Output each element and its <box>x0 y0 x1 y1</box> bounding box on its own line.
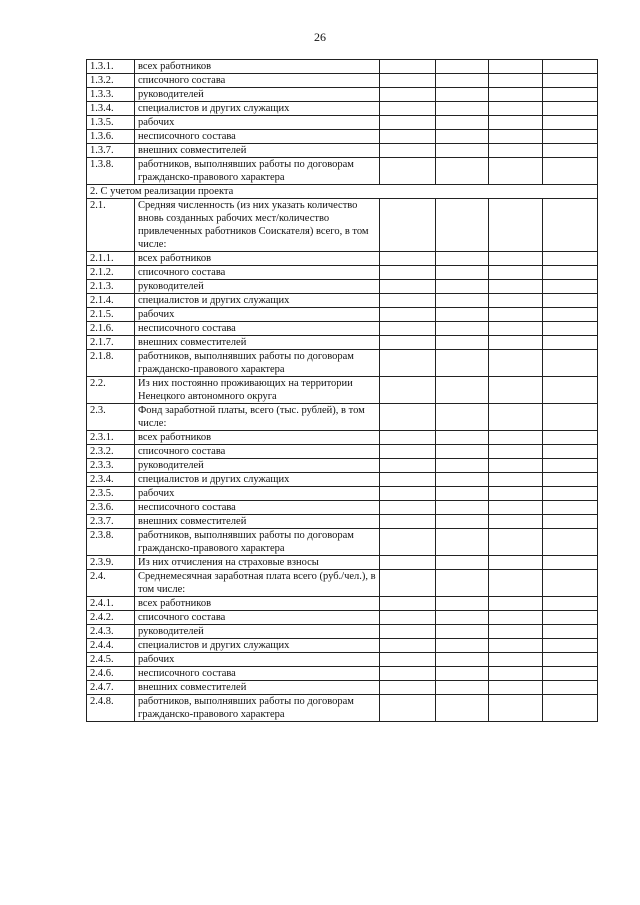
value-cell <box>436 625 489 639</box>
value-cell <box>380 501 436 515</box>
row-indicator: Средняя численность (из них указать количество вновь созданных рабочих мест/количество привлеченных работников Соискателя) всего, в том числе: <box>135 199 380 252</box>
value-cell <box>380 431 436 445</box>
value-cell <box>489 473 543 487</box>
table-row <box>87 350 598 377</box>
value-cell <box>380 570 436 597</box>
value-cell <box>489 625 543 639</box>
table-row <box>87 695 598 722</box>
row-indicator: рабочих <box>135 308 380 322</box>
row-indicator: Из них отчисления на страховые взносы <box>135 556 380 570</box>
value-cell <box>380 144 436 158</box>
section-row <box>87 185 598 199</box>
row-number: 2.2. <box>87 377 135 404</box>
value-cell <box>489 199 543 252</box>
table-row <box>87 280 598 294</box>
value-cell <box>380 625 436 639</box>
value-cell <box>380 597 436 611</box>
value-cell <box>436 667 489 681</box>
table-row <box>87 611 598 625</box>
row-indicator: всех работников <box>135 252 380 266</box>
table-row <box>87 529 598 556</box>
value-cell <box>543 681 598 695</box>
value-cell <box>543 487 598 501</box>
table-row <box>87 116 598 130</box>
value-cell <box>436 266 489 280</box>
value-cell <box>380 639 436 653</box>
table-row <box>87 252 598 266</box>
row-number: 2.1.5. <box>87 308 135 322</box>
value-cell <box>489 695 543 722</box>
value-cell <box>543 294 598 308</box>
value-cell <box>436 308 489 322</box>
value-cell <box>380 252 436 266</box>
value-cell <box>436 350 489 377</box>
row-number: 2.3.8. <box>87 529 135 556</box>
value-cell <box>436 473 489 487</box>
value-cell <box>489 639 543 653</box>
row-indicator: всех работников <box>135 60 380 74</box>
row-number: 2.3.4. <box>87 473 135 487</box>
value-cell <box>436 653 489 667</box>
row-indicator: работников, выполнявших работы по договорам гражданско-правового характера <box>135 158 380 185</box>
row-indicator: работников, выполнявших работы по договорам гражданско-правового характера <box>135 529 380 556</box>
value-cell <box>489 445 543 459</box>
table-row <box>87 266 598 280</box>
row-indicator: несписочного состава <box>135 322 380 336</box>
table-row <box>87 404 598 431</box>
value-cell <box>380 695 436 722</box>
value-cell <box>436 116 489 130</box>
table-row <box>87 515 598 529</box>
row-number: 2.1.4. <box>87 294 135 308</box>
value-cell <box>543 280 598 294</box>
value-cell <box>436 515 489 529</box>
value-cell <box>380 556 436 570</box>
value-cell <box>380 350 436 377</box>
row-number: 2.3.7. <box>87 515 135 529</box>
value-cell <box>380 445 436 459</box>
value-cell <box>543 60 598 74</box>
row-number: 1.3.3. <box>87 88 135 102</box>
row-number: 2.3.2. <box>87 445 135 459</box>
value-cell <box>489 459 543 473</box>
value-cell <box>543 431 598 445</box>
table-row <box>87 130 598 144</box>
row-number: 1.3.5. <box>87 116 135 130</box>
row-indicator: внешних совместителей <box>135 681 380 695</box>
table-row <box>87 556 598 570</box>
value-cell <box>380 102 436 116</box>
row-indicator: несписочного состава <box>135 501 380 515</box>
table-row <box>87 199 598 252</box>
value-cell <box>436 88 489 102</box>
value-cell <box>380 60 436 74</box>
row-number: 2.4.3. <box>87 625 135 639</box>
value-cell <box>436 431 489 445</box>
value-cell <box>436 597 489 611</box>
row-indicator: Среднемесячная заработная плата всего (руб./чел.), в том числе: <box>135 570 380 597</box>
indicators-table <box>86 59 598 722</box>
value-cell <box>489 556 543 570</box>
value-cell <box>436 639 489 653</box>
value-cell <box>543 74 598 88</box>
value-cell <box>436 445 489 459</box>
value-cell <box>543 308 598 322</box>
table-row <box>87 459 598 473</box>
value-cell <box>436 377 489 404</box>
value-cell <box>489 404 543 431</box>
value-cell <box>489 158 543 185</box>
value-cell <box>380 266 436 280</box>
value-cell <box>380 377 436 404</box>
row-indicator: рабочих <box>135 653 380 667</box>
row-indicator: рабочих <box>135 116 380 130</box>
table-row <box>87 74 598 88</box>
table-body <box>87 60 598 722</box>
row-number: 2.1.3. <box>87 280 135 294</box>
row-number: 1.3.2. <box>87 74 135 88</box>
row-number: 2.4.6. <box>87 667 135 681</box>
table-row <box>87 308 598 322</box>
value-cell <box>380 74 436 88</box>
section-heading: 2. С учетом реализации проекта <box>87 185 598 199</box>
table-row <box>87 501 598 515</box>
value-cell <box>543 473 598 487</box>
value-cell <box>436 102 489 116</box>
table-row <box>87 487 598 501</box>
value-cell <box>436 252 489 266</box>
value-cell <box>489 667 543 681</box>
value-cell <box>489 611 543 625</box>
value-cell <box>543 144 598 158</box>
row-indicator: всех работников <box>135 431 380 445</box>
value-cell <box>380 681 436 695</box>
row-indicator: специалистов и других служащих <box>135 473 380 487</box>
table-row <box>87 158 598 185</box>
value-cell <box>380 158 436 185</box>
value-cell <box>380 280 436 294</box>
row-number: 2.1.7. <box>87 336 135 350</box>
value-cell <box>380 294 436 308</box>
row-indicator: внешних совместителей <box>135 336 380 350</box>
row-indicator: Фонд заработной платы, всего (тыс. рублей), в том числе: <box>135 404 380 431</box>
row-number: 1.3.6. <box>87 130 135 144</box>
row-number: 2.4.8. <box>87 695 135 722</box>
value-cell <box>489 144 543 158</box>
value-cell <box>543 695 598 722</box>
value-cell <box>543 556 598 570</box>
table-row <box>87 60 598 74</box>
value-cell <box>543 639 598 653</box>
table-row <box>87 653 598 667</box>
value-cell <box>489 597 543 611</box>
value-cell <box>380 308 436 322</box>
row-number: 2.4.4. <box>87 639 135 653</box>
page-number: 26 <box>314 30 326 44</box>
value-cell <box>543 158 598 185</box>
value-cell <box>543 653 598 667</box>
value-cell <box>489 322 543 336</box>
value-cell <box>436 459 489 473</box>
value-cell <box>380 116 436 130</box>
row-indicator: работников, выполнявших работы по договорам гражданско-правового характера <box>135 695 380 722</box>
value-cell <box>543 199 598 252</box>
value-cell <box>543 667 598 681</box>
value-cell <box>436 681 489 695</box>
value-cell <box>489 336 543 350</box>
value-cell <box>543 116 598 130</box>
row-number: 1.3.8. <box>87 158 135 185</box>
row-number: 2.1. <box>87 199 135 252</box>
value-cell <box>489 377 543 404</box>
value-cell <box>489 529 543 556</box>
value-cell <box>543 529 598 556</box>
row-number: 1.3.4. <box>87 102 135 116</box>
row-indicator: Из них постоянно проживающих на территории Ненецкого автономного округа <box>135 377 380 404</box>
value-cell <box>436 556 489 570</box>
row-number: 2.3.5. <box>87 487 135 501</box>
value-cell <box>436 570 489 597</box>
value-cell <box>380 529 436 556</box>
value-cell <box>489 266 543 280</box>
row-indicator: руководителей <box>135 459 380 473</box>
row-indicator: всех работников <box>135 597 380 611</box>
row-number: 2.4. <box>87 570 135 597</box>
value-cell <box>543 501 598 515</box>
row-number: 2.1.6. <box>87 322 135 336</box>
value-cell <box>543 445 598 459</box>
value-cell <box>436 199 489 252</box>
value-cell <box>436 130 489 144</box>
value-cell <box>436 487 489 501</box>
value-cell <box>489 252 543 266</box>
table-row <box>87 570 598 597</box>
value-cell <box>489 130 543 144</box>
row-number: 2.1.2. <box>87 266 135 280</box>
value-cell <box>543 102 598 116</box>
row-indicator: несписочного состава <box>135 130 380 144</box>
value-cell <box>380 611 436 625</box>
value-cell <box>543 515 598 529</box>
row-number: 1.3.1. <box>87 60 135 74</box>
value-cell <box>380 473 436 487</box>
value-cell <box>436 60 489 74</box>
row-indicator: списочного состава <box>135 266 380 280</box>
value-cell <box>543 322 598 336</box>
row-number: 2.4.1. <box>87 597 135 611</box>
table-row <box>87 681 598 695</box>
row-number: 2.3.1. <box>87 431 135 445</box>
value-cell <box>436 144 489 158</box>
value-cell <box>543 570 598 597</box>
value-cell <box>436 501 489 515</box>
table-row <box>87 88 598 102</box>
table-row <box>87 336 598 350</box>
row-number: 1.3.7. <box>87 144 135 158</box>
table-row <box>87 144 598 158</box>
value-cell <box>489 294 543 308</box>
value-cell <box>543 611 598 625</box>
table-row <box>87 473 598 487</box>
value-cell <box>436 404 489 431</box>
row-number: 2.1.8. <box>87 350 135 377</box>
value-cell <box>380 667 436 681</box>
row-indicator: руководителей <box>135 280 380 294</box>
value-cell <box>543 459 598 473</box>
value-cell <box>543 130 598 144</box>
row-indicator: внешних совместителей <box>135 144 380 158</box>
value-cell <box>489 487 543 501</box>
row-indicator: списочного состава <box>135 445 380 459</box>
value-cell <box>436 158 489 185</box>
value-cell <box>436 529 489 556</box>
table-row <box>87 431 598 445</box>
row-number: 2.3.6. <box>87 501 135 515</box>
row-indicator: внешних совместителей <box>135 515 380 529</box>
value-cell <box>489 88 543 102</box>
value-cell <box>489 570 543 597</box>
value-cell <box>380 404 436 431</box>
row-number: 2.3.3. <box>87 459 135 473</box>
value-cell <box>489 280 543 294</box>
value-cell <box>436 294 489 308</box>
row-indicator: работников, выполнявших работы по договорам гражданско-правового характера <box>135 350 380 377</box>
table-row <box>87 597 598 611</box>
row-number: 2.3. <box>87 404 135 431</box>
row-number: 2.1.1. <box>87 252 135 266</box>
value-cell <box>380 487 436 501</box>
row-number: 2.4.5. <box>87 653 135 667</box>
row-indicator: специалистов и других служащих <box>135 639 380 653</box>
value-cell <box>543 625 598 639</box>
value-cell <box>489 350 543 377</box>
row-number: 2.3.9. <box>87 556 135 570</box>
value-cell <box>380 336 436 350</box>
row-indicator: списочного состава <box>135 611 380 625</box>
value-cell <box>380 322 436 336</box>
value-cell <box>489 431 543 445</box>
value-cell <box>380 653 436 667</box>
table-row <box>87 377 598 404</box>
row-number: 2.4.2. <box>87 611 135 625</box>
value-cell <box>380 515 436 529</box>
table-row <box>87 667 598 681</box>
row-indicator: специалистов и других служащих <box>135 294 380 308</box>
row-indicator: рабочих <box>135 487 380 501</box>
value-cell <box>489 60 543 74</box>
value-cell <box>543 377 598 404</box>
value-cell <box>380 199 436 252</box>
value-cell <box>436 336 489 350</box>
table-row <box>87 625 598 639</box>
table-row <box>87 102 598 116</box>
value-cell <box>489 308 543 322</box>
value-cell <box>489 515 543 529</box>
value-cell <box>489 116 543 130</box>
row-indicator: несписочного состава <box>135 667 380 681</box>
row-indicator: руководителей <box>135 88 380 102</box>
value-cell <box>489 681 543 695</box>
table-row <box>87 322 598 336</box>
value-cell <box>489 102 543 116</box>
value-cell <box>543 266 598 280</box>
value-cell <box>489 653 543 667</box>
table-row <box>87 294 598 308</box>
value-cell <box>489 74 543 88</box>
value-cell <box>489 501 543 515</box>
value-cell <box>543 88 598 102</box>
value-cell <box>543 404 598 431</box>
value-cell <box>380 130 436 144</box>
row-indicator: руководителей <box>135 625 380 639</box>
value-cell <box>380 88 436 102</box>
value-cell <box>436 611 489 625</box>
value-cell <box>543 252 598 266</box>
value-cell <box>543 336 598 350</box>
row-indicator: списочного состава <box>135 74 380 88</box>
table-row <box>87 639 598 653</box>
value-cell <box>436 695 489 722</box>
value-cell <box>436 322 489 336</box>
value-cell <box>436 280 489 294</box>
value-cell <box>543 597 598 611</box>
value-cell <box>543 350 598 377</box>
row-number: 2.4.7. <box>87 681 135 695</box>
value-cell <box>380 459 436 473</box>
row-indicator: специалистов и других служащих <box>135 102 380 116</box>
table-row <box>87 445 598 459</box>
value-cell <box>436 74 489 88</box>
